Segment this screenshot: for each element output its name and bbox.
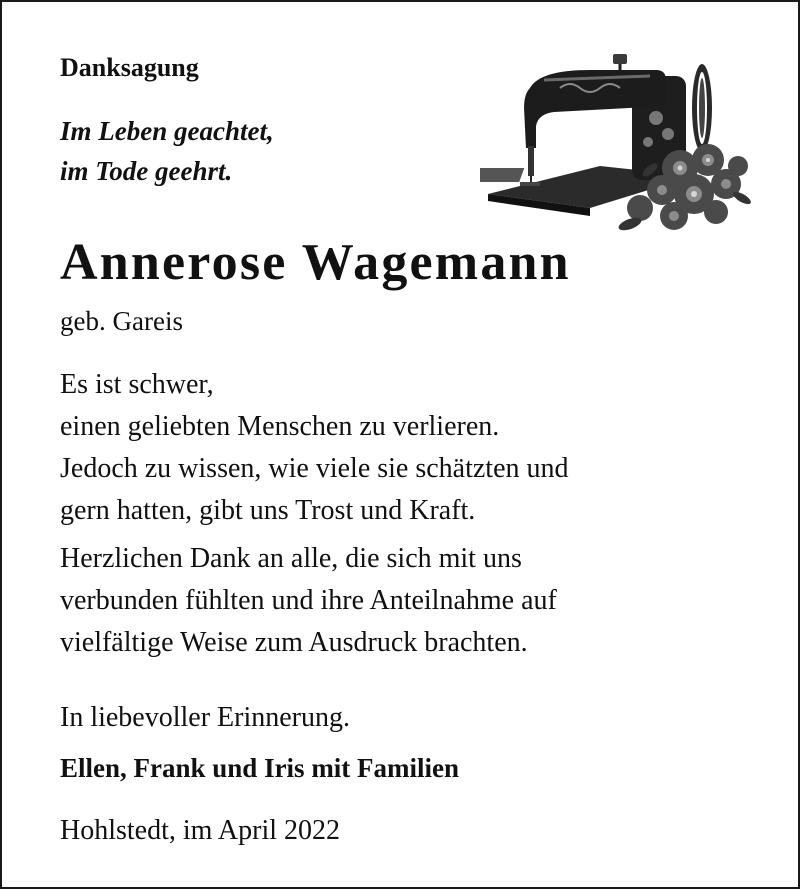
place-date: Hohlstedt, im April 2022 <box>60 815 340 846</box>
message-line: Jedoch zu wissen, wie viele sie schätzten und <box>60 453 569 484</box>
thanks-line: verbunden fühlten und ihre Anteilnahme auf <box>60 585 557 616</box>
thanks-line: vielfältige Weise zum Ausdruck brachten. <box>60 627 528 658</box>
motto-line: im Tode geehrt. <box>60 156 233 186</box>
remembrance-line: In liebevoller Erinnerung. <box>60 702 351 733</box>
family-signature: Ellen, Frank und Iris mit Familien <box>60 753 460 783</box>
notice-heading: Danksagung <box>60 53 199 82</box>
message-line: einen geliebten Menschen zu verlieren. <box>60 411 500 442</box>
motto-line: Im Leben geachtet, <box>60 116 274 146</box>
message-text <box>60 364 569 664</box>
message-line: Es ist schwer, <box>60 369 214 400</box>
birth-name: geb. Gareis <box>60 306 183 336</box>
deceased-name: Annerose Wagemann <box>60 234 571 291</box>
message-line: gern hatten, gibt uns Trost und Kraft. <box>60 495 476 526</box>
motto <box>60 111 274 191</box>
sewing-machine-with-flowers-icon <box>480 48 752 238</box>
thanks-line: Herzlichen Dank an alle, die sich mit uns <box>60 543 522 574</box>
